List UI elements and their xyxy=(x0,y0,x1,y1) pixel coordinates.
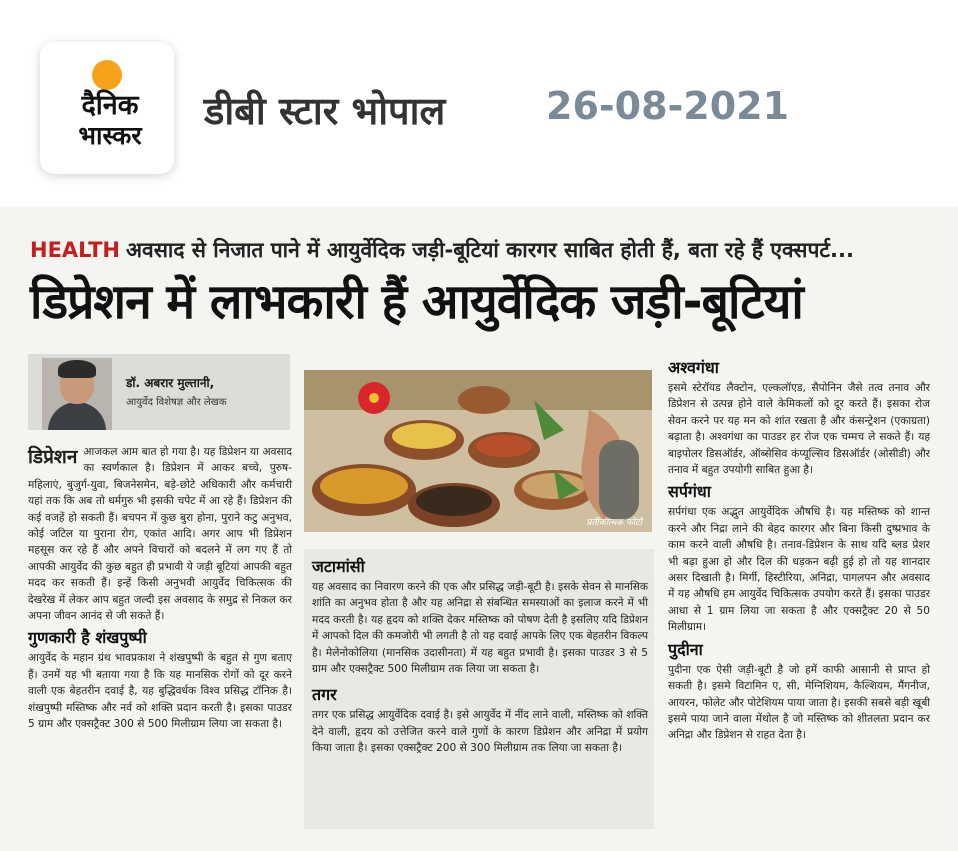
section-text-pudina: पुदीना एक ऐसी जड़ी-बूटी है जो हमें काफी आसानी से प्राप्त हो सकती है। इसमे विटामिन ए, सी, मेग्निशियम, कैल्शियम, मैंगनीज, आयरन, फोलेट और पोटेशियम पाया जाता है। इसकी सबसे बड़ी खूबी इसमे पाया जाने वाला मेंथोल है जो मस्तिष्क को शीतलता प्रदान कर अनिद्रा और डिप्रेशन से राहत देता है। xyxy=(668,663,930,742)
kicker-text: अवसाद से निजात पाने में आयुर्वेदिक जड़ी-बूटियां कारगर साबित होती हैं, बता रहे हैं एक्सपर्ट... xyxy=(125,238,854,262)
section-text-shankhpushpi: आयुर्वेद के महान ग्रंथ भावप्रकाश ने शंखपुष्पी के बहुत से गुण बताए हैं। उनमें यह भी बताया गया है कि यह मानसिक रोगों को दूर करने वाली एक बेहतरीन दवाई है, यह बुद्धिवर्धक विश्व प्रसिद्ध टॉनिक है। शंखपुष्पी मस्तिष्क और नर्व को शक्ति प्रदान करती है। इसका पाउडर 5 ग्राम और एक्सट्रैक्ट 300 से 500 मिलीग्राम लिया जा सकता है। xyxy=(28,652,292,731)
column-3 xyxy=(668,354,930,744)
section-title-pudina: पुदीना xyxy=(668,639,703,659)
author-body-shape xyxy=(48,402,106,430)
intro-lead-word: डिप्रेशन xyxy=(28,446,78,468)
section-title-tagar: तगर xyxy=(312,685,337,705)
herbs-illustration xyxy=(304,370,652,532)
logo-text-line1: दैनिक xyxy=(81,90,139,121)
kicker-label: HEALTH xyxy=(30,238,120,262)
dainik-bhaskar-logo xyxy=(40,42,174,174)
section-text-ashwagandha: इसमे स्टेरॉयड लैक्टोन, एल्कलॉएड, सैपोनिन जैसे तत्व तनाव और डिप्रेशन से उत्पन्न होने वाले केमिकलों को दूर करते हैं। इसका रोज सेवन करने पर यह मन को शांत रखता है और कंसन्ट्रेशन (एकाग्रता) बढ़ाता है। अश्वगंधा का पाउडर हर रोज एक चम्मच ले सकते हैं। यह बाइपोलर डिसऑर्डर, ऑब्सेसिव कंप्यूल्सिव डिसऑर्डर (ओसीडी) और तनाव में बहुत उपयोगी साबित हुआ है। xyxy=(668,382,930,477)
headline: डिप्रेशन में लाभकारी हैं आयुर्वेदिक जड़ी-बूटियां xyxy=(30,274,803,330)
column-2 xyxy=(312,553,648,757)
photo-credit: प्रतीकात्मक फोटो xyxy=(586,518,642,528)
article-clipping xyxy=(0,206,958,851)
intro-text: आजकल आम बात हो गया है। यह डिप्रेशन या अवसाद का स्वर्णकाल है। डिप्रेशन में आकर बच्चे, पुरुष-महिलाएं, बुजुर्ग-युवा, बिजनेसमेन, बड़े-छोटे अधिकारी और कर्मचारी यहां तक कि अब तो धर्मगुरु भी इसकी चपेट में आ रहे हैं। डिप्रेशन की कई वजहें हो सकती हैं। बचपन में कुछ बुरा होना, पुराने कटु अनुभव, कोई जटिल या पुराना रोग, एकांत आदि। अगर आप भी डिप्रेशन महसूस कर रहे हैं और अपने विचारों को बदलने में लग गए हैं तो आपकी आयुर्वेद की कुछ बहुत ही प्रभावी ये जड़ी बूटियां आपकी बहुत मदद कर सकती हैं। इन्हें किसी अनुभवी आयुर्वेद चिकित्सक की देखरेख में लेकर आप बहुत जल्दी इस अवसाद के समुद्र से निकल कर अपना जीवन आनंद से जी सकते हैं। xyxy=(28,446,292,623)
publication-name: डीबी स्टार भोपाल xyxy=(204,89,446,133)
column-1 xyxy=(28,444,292,733)
author-photo xyxy=(42,358,112,430)
kicker xyxy=(30,236,854,264)
author-box xyxy=(28,354,290,430)
herbs-photo xyxy=(304,370,652,532)
section-title-ashwagandha: अश्वगंधा xyxy=(668,358,719,377)
sun-icon xyxy=(92,60,122,90)
section-title-jatamansi: जटामांसी xyxy=(312,557,365,576)
logo-text-line2: भास्कर xyxy=(78,121,142,150)
section-text-tagar: तगर एक प्रसिद्ध आयुर्वेदिक दवाई है। इसे आयुर्वेद में नींद लाने वाली, मस्तिष्क को शक्ति देने वाली, हृदय को उत्तेजित करने वाले गुणों के कारण डिप्रेशन और अनिद्रा में प्रयोग किया जाता है। इसका एक्सट्रैक्ट 200 से 300 मिलीग्राम तक लिया जा सकता है। xyxy=(312,709,648,755)
section-text-jatamansi: यह अवसाद का निवारण करने की एक और प्रसिद्ध जड़ी-बूटी है। इसके सेवन से मानसिक शांति का अनुभव होता है और यह अनिद्रा से संबन्धित समस्याओं का इलाज करने में भी मदद करती है। यह हृदय को शक्ति देकर मस्तिष्क को पोषण देती है इसलिए यदि डिप्रेशन में आपको दिल की कमजोरी भी लगती है तो यह दवाई आपके लिए एक बेहतरीन विकल्प है। मेलेनोकोलिया (मानसिक उदासीनता) में यह बहुत प्रभावी है। इसका पाउडर 3 से 5 ग्राम और एक्सट्रैक्ट 500 मिलीग्राम तक लिया जा सकता है। xyxy=(312,581,648,676)
section-title-sarpagandha: सर्पगंधा xyxy=(668,482,711,502)
section-title-shankhpushpi: गुणकारी है शंखपुष्पी xyxy=(28,628,147,648)
intro-paragraph xyxy=(28,444,292,624)
section-text-sarpagandha: सर्पगंधा एक अद्भुत आयुर्वेदिक औषधि है। यह मस्तिष्क को शान्त करने और निद्रा लाने की बेहद कारगर और बिना किसी दुष्प्रभाव के काम करने वाली औषधि है। तनाव-डिप्रेशन के साथ यदि ब्लड प्रेशर भी बढ़ा हुआ हो और दिल की धड़कन बढ़ी हुई हो तो यह शानदार असर दिखाती है। मिर्गी, हिस्टीरिया, अनिद्रा, पागलपन और अवसाद में यह औषधि हम आयुर्वेद चिकित्सक उपयोग करते हैं। इसका पाउडर आधा से 1 ग्राम लिया जा सकता है और एक्सट्रैक्ट 20 से 50 मिलीग्राम। xyxy=(668,506,930,634)
author-name: डॉ. अबरार मुल्तानी, xyxy=(126,376,215,390)
author-role: आयुर्वेद विशेषज्ञ और लेखक xyxy=(126,397,227,408)
author-hair-shape xyxy=(58,360,96,378)
publication-date: 26-08-2021 xyxy=(546,84,790,128)
